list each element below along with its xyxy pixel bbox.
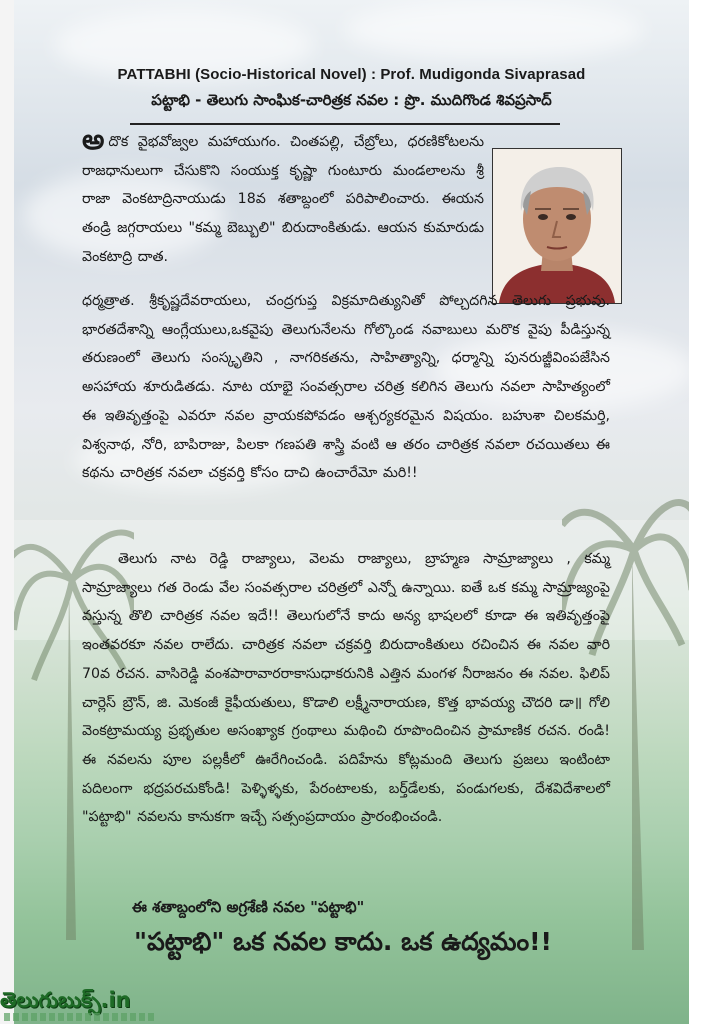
watermark-underline xyxy=(4,1013,154,1021)
title-telugu: పట్టాభి - తెలుగు సాంఘిక-చారిత్రక నవల : ప్రొ. ముదిగొండ శివప్రసాద్ xyxy=(151,91,552,109)
paragraph-2: తెలుగు నాట రెడ్డి రాజ్యాలు, వెలమ రాజ్యాలు, బ్రాహ్మణ సామ్రాజ్యాలు , కమ్మ సామ్రాజ్యాలు గత రెండు వేల సంవత్సరాల చరిత్రలో ఎన్నో ఉన్నాయి. ఐతే ఒక కమ్మ సామ్రాజ్యంపై వస్తున్న తొలి చారిత్రక నవల ఇదే!! తెలుగులోనే కాదు అన్య భాషలలో కూడా ఈ ఇతివృత్తంపై ఇంతవరకూ నవల రాలేదు. చారిత్రక నవలా చక్రవర్తి బిరుదాంకితులు రచించిన ఈ నవల వారి 70వ రచన. వాసిరెడ్డి వంశపారావారరాకాసుధాకరునికి ఎత్తిన మంగళ నీరాజనం ఈ నవల. ఫిలిప్ చార్లెస్ బ్రౌన్, జి. మెకంజీ కైఫీయతులు, కొడాలి లక్ష్మీనారాయణ, కొత్త భావయ్య చౌదరి డా॥ గోలి వెంకట్రామయ్య ప్రభృతుల అసంఖ్యాక గ్రంథాలు మథించి రూపొందించిన ప్రామాణిక రచన. రండి! ఈ నవలను పూల పల్లకీలో ఊరేగించండి. పదిహేను కోట్లమంది తెలుగు ప్రజలు ఇంటింటా పదిలంగా భద్రపరచుకోండి! పెళ్ళిళ్ళకు, పేరంటాలకు, బర్త్‌డేలకు, పండుగలకు, దేశవిదేశాలలో "పట్టాభి" నవలను కానుకగా ఇచ్చే సత్సంప్రదాయం ప్రారంభించండి. xyxy=(82,551,610,826)
author-photo xyxy=(492,148,622,304)
slogan-line-1: ఈ శతాబ్దంలోని అగ్రశేణి నవల "పట్టాభి" xyxy=(132,898,365,916)
title-underline xyxy=(130,123,560,125)
title-block xyxy=(14,66,689,113)
site-watermark-logo: తెలుగుబుక్స్.in xyxy=(0,988,131,1012)
page-right-margin xyxy=(689,0,709,1024)
paragraph-1-intro xyxy=(82,123,484,272)
page-left-margin xyxy=(0,0,14,1024)
drop-cap: అ xyxy=(82,123,105,156)
paragraph-1-intro-text: దొక వైభవోజ్వల మహాయుగం. చింతపల్లి, చేబ్రోలు, ధరణికోటలను రాజధానులుగా చేసుకొని సంయుక్త కృష్ణా గుంటూరు మండలాలను శ్రీ రాజా వెంకటాద్రినాయుడు 18వ శతాబ్దంలో పరిపాలించారు. ఈయన తండ్రి జగ్గరాయలు "కమ్మ బెబ్బులి" బిరుదాంకితుడు. ఆయన కుమారుడు వెంకటాద్రి దాత. xyxy=(82,134,484,265)
cloud xyxy=(344,0,644,60)
title-english: PATTABHI (Socio-Historical Novel) : Prof. Mudigonda Sivaprasad xyxy=(117,66,586,83)
slogan-line-2: "పట్టాభి" ఒక నవల కాదు. ఒక ఉద్యమం!! xyxy=(134,927,552,956)
paragraph-1-continued: ధర్మత్రాత. శ్రీకృష్ణదేవరాయలు, చంద్రగుప్త విక్రమాదిత్యునితో పోల్చదగిన తెలుగు ప్రభువు. భారతదేశాన్ని ఆంగ్లేయులు,ఒకవైపు తెలుగునేలను గోల్కొండ నవాబులు మరొక వైపు పీడిస్తున్న తరుణంలో తెలుగు సంస్కృతిని , నాగరికతను, సాహిత్యాన్ని, ధర్మాన్ని పునరుజ్జీవింపజేసిన అసహాయ శూరుడితడు. నూట యాభై సంవత్సరాల చరిత్ర కలిగిన తెలుగు నవలా సాహిత్యంలో ఈ ఇతివృత్తంపై ఎవరూ నవల వ్రాయకపోవడం ఆశ్చర్యకరమైన విషయం. బహుశా చిలకమర్తి, విశ్వనాథ, నోరి, బాపిరాజు, పిలకా గణపతి శాస్త్రి వంటి ఆ తరం చారిత్రక నవలా రచయితలు ఈ కథను చారిత్రక నవలా చక్రవర్తి కోసం దాచి ఉంచారేమో మరి!! xyxy=(82,293,610,482)
